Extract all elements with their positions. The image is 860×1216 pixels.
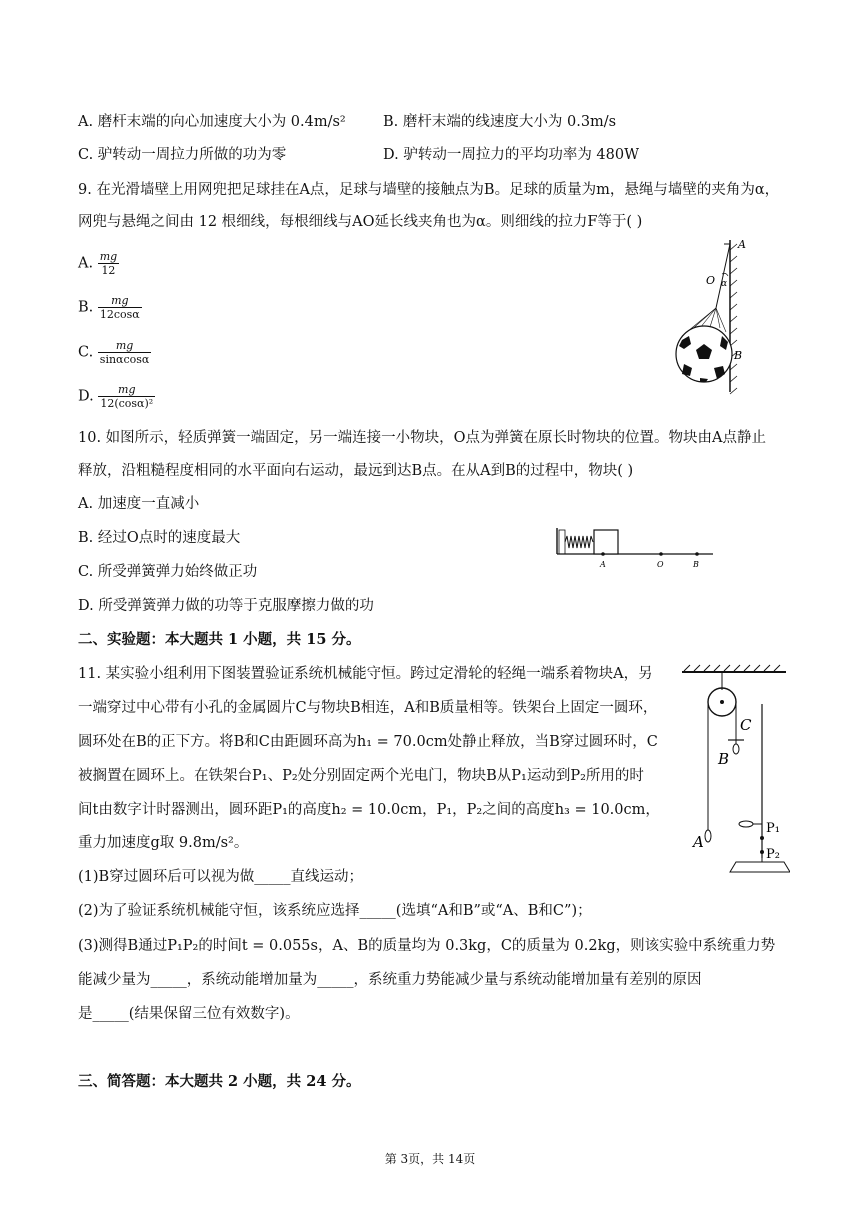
label-b: B <box>734 349 743 362</box>
fraction-numerator: mg <box>115 339 134 352</box>
wall-bracket <box>559 530 565 554</box>
q9-option-d <box>78 383 155 410</box>
label-c: C <box>740 716 752 734</box>
label-a: A <box>738 238 746 251</box>
label-o: O <box>706 274 716 287</box>
label-p2: P₂ <box>766 847 780 862</box>
fraction-denominator: sinαcosα <box>99 353 150 366</box>
ceiling-hatching <box>684 665 780 671</box>
q9-stem-line1: 9. 在光滑墙壁上用网兜把足球挂在A点，足球与墙壁的接触点为B。足球的质量为m，悬绳与墙壁的夹角为α， <box>78 182 780 198</box>
q8-option-d: D. 驴转动一周拉力的平均功率为 480W <box>383 147 640 163</box>
q11-sub3-line1: (3)测得B通过P₁P₂的时间t = 0.055s，A、B的质量均为 0.3kg，C的质量为 0.2kg，则该实验中系统重力势 <box>78 938 776 954</box>
q9-option-b <box>78 294 142 321</box>
label-a: A <box>600 560 606 569</box>
label-alpha: α <box>721 279 728 289</box>
point-a-dot <box>601 552 605 556</box>
q8-option-b: B. 磨杆末端的线速度大小为 0.3m/s <box>383 114 617 130</box>
q11-stem-line6: 重力加速度g取 9.8m/s²。 <box>78 835 249 851</box>
q8-option-a: A. 磨杆末端的向心加速度大小为 0.4m/s² <box>78 114 346 130</box>
q11-stem-line1: 11. 某实验小组利用下图装置验证系统机械能守恒。跨过定滑轮的轻绳一端系着物块A，另 <box>78 666 653 682</box>
q11-sub1: (1)B穿过圆环后可以视为做_____直线运动； <box>78 869 363 885</box>
block-b <box>733 744 739 754</box>
label-b: B <box>718 750 730 768</box>
q9-option-c <box>78 339 151 366</box>
q11-pulley-figure <box>680 662 790 892</box>
section-2-heading: 二、实验题：本大题共 1 小题，共 15 分。 <box>78 631 361 648</box>
stand-base <box>730 862 790 872</box>
point-o-dot <box>659 552 663 556</box>
point-b-dot <box>695 552 699 556</box>
fraction-denominator: 12(cosα)² <box>100 397 154 410</box>
label-o: O <box>657 560 664 569</box>
fraction-numerator: mg <box>111 294 129 307</box>
q11-sub2: (2)为了验证系统机械能守恒，该系统应选择_____(选填“A和B”或“A、B和C”)； <box>78 903 592 919</box>
q9-option-d-label: D. <box>78 388 94 405</box>
fraction-denominator: 12 <box>98 263 119 277</box>
q10-option-b: B. 经过O点时的速度最大 <box>78 530 241 546</box>
q9-option-a-label: A. <box>78 255 94 272</box>
pulley-axle <box>720 700 724 704</box>
q9-option-c-label: C. <box>78 344 94 361</box>
q11-stem-line4: 被搁置在圆环上。在铁架台P₁、P₂处分别固定两个光电门，物块B从P₁运动到P₂所用的时 <box>78 768 644 784</box>
q9-option-d-fraction <box>98 383 155 410</box>
label-a: A <box>693 833 704 851</box>
fraction-denominator: 12cosα <box>99 308 140 321</box>
label-b: B <box>693 560 699 569</box>
ring <box>739 821 753 827</box>
q9-option-a-fraction <box>98 250 119 277</box>
q10-stem-line1: 10. 如图所示，轻质弹簧一端固定，另一端连接一小物块，O点为弹簧在原长时物块的位置。物块由A点静止 <box>78 430 767 446</box>
label-p1: P₁ <box>766 821 780 836</box>
fraction-numerator: mg <box>99 250 118 263</box>
q10-stem-line2: 释放，沿粗糙程度相同的水平面向右运动，最远到达B点。在从A到B的过程中，物块( ) <box>78 463 634 479</box>
block-a <box>705 830 711 842</box>
section-3-heading: 三、简答题：本大题共 2 小题，共 24 分。 <box>78 1073 361 1090</box>
q10-option-d: D. 所受弹簧弹力做的功等于克服摩擦力做的功 <box>78 598 374 614</box>
block <box>594 530 618 554</box>
q10-option-a: A. 加速度一直减小 <box>78 496 200 512</box>
q9-option-a <box>78 250 119 277</box>
q11-stem-line2: 一端穿过中心带有小孔的金属圆片C与物块B相连，A和B质量相等。铁架台上固定一圆环， <box>78 700 658 716</box>
q10-spring-figure <box>553 520 725 572</box>
gate-p1 <box>760 836 764 840</box>
q8-option-c: C. 驴转动一周拉力所做的功为零 <box>78 147 287 163</box>
page-footer: 第 3页，共 14页 <box>384 1152 476 1166</box>
q9-option-c-fraction <box>98 339 152 366</box>
q9-option-b-fraction <box>98 294 142 321</box>
spring <box>565 536 593 548</box>
q9-football-figure <box>660 236 760 396</box>
q11-stem-line5: 间t由数字计时器测出，圆环距P₁的高度h₂ = 10.0cm，P₁，P₂之间的高度h₃ = 10.0cm， <box>78 802 660 818</box>
fraction-numerator: mg <box>118 383 136 396</box>
gate-p2 <box>760 850 764 854</box>
wall-hatching <box>730 244 737 394</box>
q11-sub3-line3: 是_____(结果保留三位有效数字)。 <box>78 1006 300 1022</box>
q11-sub3-line2: 能减少量为_____，系统动能增加量为_____，系统重力势能减少量与系统动能增加量有差别的原因 <box>78 972 702 988</box>
q9-stem-line2: 网兜与悬绳之间由 12 根细线，每根细线与AO延长线夹角也为α。则细线的拉力F等于( ) <box>78 214 643 230</box>
q9-option-b-label: B. <box>78 299 94 316</box>
q10-option-c: C. 所受弹簧弹力始终做正功 <box>78 564 258 580</box>
q11-stem-line3: 圆环处在B的正下方。将B和C由距圆环高为h₁ = 70.0cm处静止释放，当B穿过圆环时，C <box>78 734 658 750</box>
